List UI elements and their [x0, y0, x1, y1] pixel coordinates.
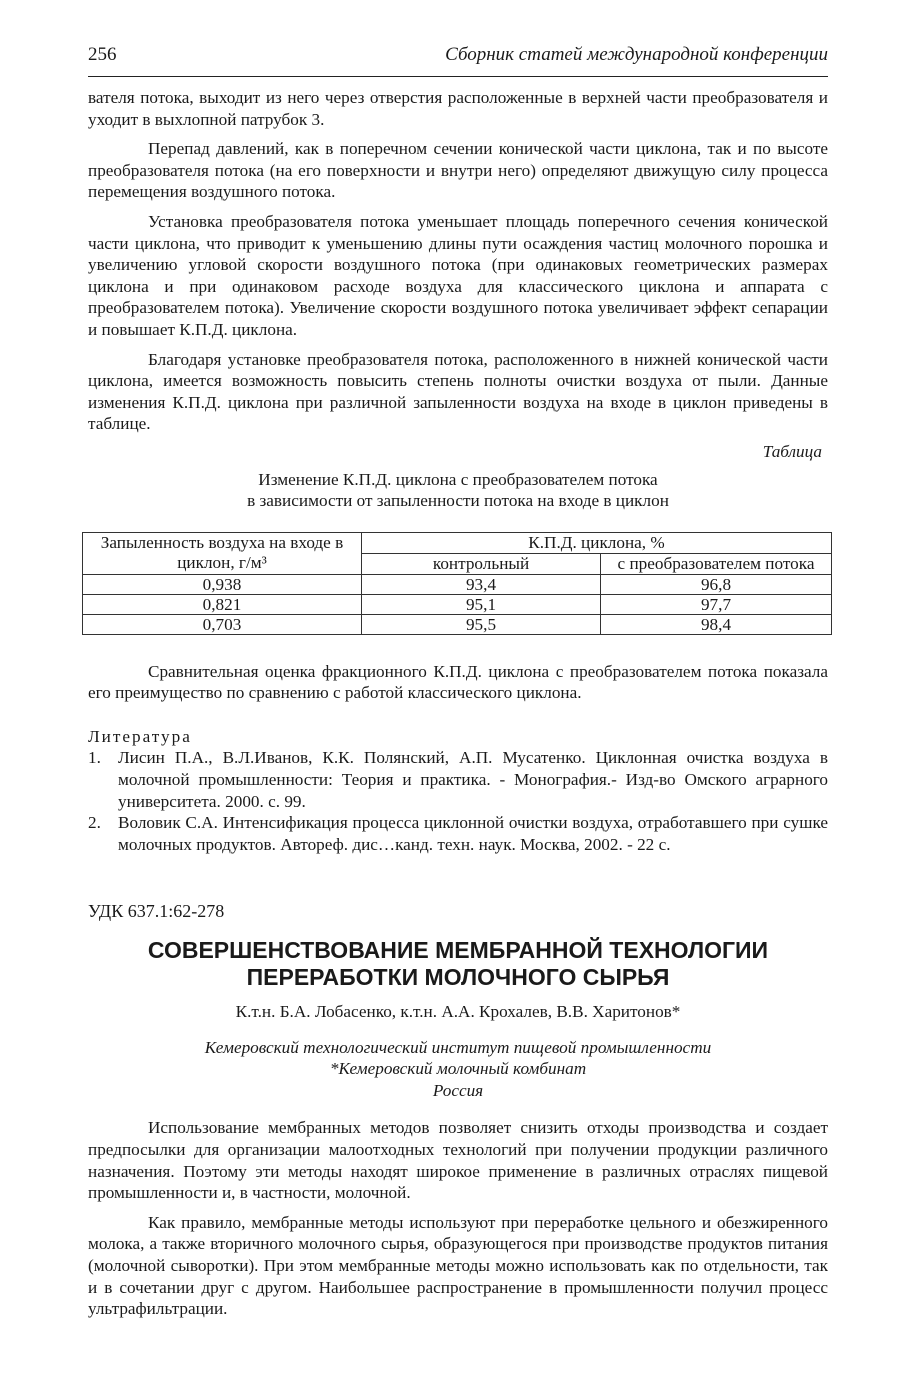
paragraph: Использование мембранных методов позволяет снизить отходы производства и создает предпосылки для организации малоотходных технологий при получении продукции различного назначения. Поэтому эти методы находят широкое применение в различных отраслях пищевой промышленности и, в частности, молочной. [88, 1118, 828, 1203]
cell-control: 95,5 [362, 614, 601, 634]
table-row [83, 574, 832, 594]
cell-control: 93,4 [362, 574, 601, 594]
table-label: Таблица [762, 441, 822, 461]
table-title [88, 469, 828, 512]
cell-dust: 0,821 [83, 594, 362, 614]
literature-heading: Литература [88, 726, 192, 746]
conclusion-paragraph: Сравнительная оценка фракционного К.П.Д. циклона с преобразователем потока показала его преимущество по сравнению с работой классического циклона. [88, 661, 828, 703]
reference-text: Лисин П.А., В.Л.Иванов, К.К. Полянский, А.П. Мусатенко. Циклонная очистка воздуха в молочной промышленности: Теория и практика. - Монография.- Изд-во Омского аграрного университета. 2000. с. 99. [118, 748, 828, 811]
group-header-efficiency: К.П.Д. циклона, % [362, 532, 832, 553]
article-title-line: СОВЕРШЕНСТВОВАНИЕ МЕМБРАННОЙ ТЕХНОЛОГИИ [147, 937, 769, 964]
table-title-line: Изменение К.П.Д. циклона с преобразователем потока [258, 469, 658, 489]
cell-dust: 0,703 [83, 614, 362, 634]
cell-converter: 96,8 [601, 574, 832, 594]
affiliation-country: Россия [432, 1080, 484, 1100]
page-number: 256 [88, 44, 117, 65]
journal-title: Сборник статей международной конференции [445, 44, 828, 65]
page-header [88, 44, 828, 77]
document-page [88, 44, 828, 1320]
cell-converter: 97,7 [601, 594, 832, 614]
affiliation-line: Кемеровский технологический институт пищевой промышленности [204, 1037, 712, 1057]
article-authors: К.т.н. Б.А. Лобасенко, к.т.н. А.А. Крохалев, В.В. Харитонов* [235, 1002, 681, 1022]
article-title-line: ПЕРЕРАБОТКИ МОЛОЧНОГО СЫРЬЯ [246, 964, 670, 991]
reference-item [88, 747, 828, 812]
affiliation-line: *Кемеровский молочный комбинат [329, 1059, 587, 1079]
udk-code: УДК 637.1:62-278 [88, 901, 225, 922]
reference-item [88, 812, 828, 855]
reference-text: Воловик С.А. Интенсификация процесса циклонной очистки воздуха, отработавшего при сушке молочных продуктов. Автореф. дис…канд. техн. наук. Москва, 2002. - 22 с. [118, 813, 828, 854]
article-affiliation [88, 1037, 828, 1102]
col-header-converter: с преобразователем потока [601, 553, 832, 574]
cell-control: 95,1 [362, 594, 601, 614]
paragraph: Перепад давлений, как в поперечном сечении конической части циклона, так и по высоте преобразователя потока (на его поверхности и внутри него) определяют движущую силу процесса перемещения воздушного потока. [88, 139, 828, 202]
reference-list [88, 747, 828, 855]
cell-converter: 98,4 [601, 614, 832, 634]
cell-dust: 0,938 [83, 574, 362, 594]
col-header-dust: Запыленность воздуха на входе в циклон, г/м³ [83, 532, 362, 574]
article-title [88, 937, 828, 991]
table-row [83, 594, 832, 614]
table-row [83, 614, 832, 634]
paragraph: вателя потока, выходит из него через отверстия расположенные в верхней части преобразователя и уходит в выхлопной патрубок 3. [88, 88, 828, 129]
reference-number: 1. [88, 748, 101, 768]
table-title-line: в зависимости от запыленности потока на входе в циклон [247, 491, 669, 511]
paragraph: Как правило, мембранные методы используют при переработке цельного и обезжиренного молока, а также вторичного молочного сырья, образующегося при производстве продуктов питания (молочной сыворотки). При этом мембранные методы можно использовать как по отдельности, так и в сочетании друг с другом. Наибольшее распространение в промышленности получил процесс ультрафильтрации. [88, 1212, 828, 1319]
paragraph: Благодаря установке преобразователя потока, расположенного в нижней конической части циклона, имеется возможность повысить степень полноты очистки воздуха от пыли. Данные изменения К.П.Д. циклона при различной запыленности воздуха на входе в циклон приведены в таблице. [88, 349, 828, 434]
reference-number: 2. [88, 813, 101, 833]
paragraph: Установка преобразователя потока уменьшает площадь поперечного сечения конической части циклона, что приводит к уменьшению длины пути осаждения частиц молочного порошка и увеличению угловой скорости воздушного потока (при одинаковых геометрических размерах циклона и при одинаковом расходе воздуха для классического циклона и аппарата с преобразователем потока). Увеличение скорости воздушного потока увеличивает эффект сепарации и повышает К.П.Д. циклона. [88, 211, 828, 339]
data-table [82, 532, 832, 635]
col-header-control: контрольный [362, 553, 601, 574]
